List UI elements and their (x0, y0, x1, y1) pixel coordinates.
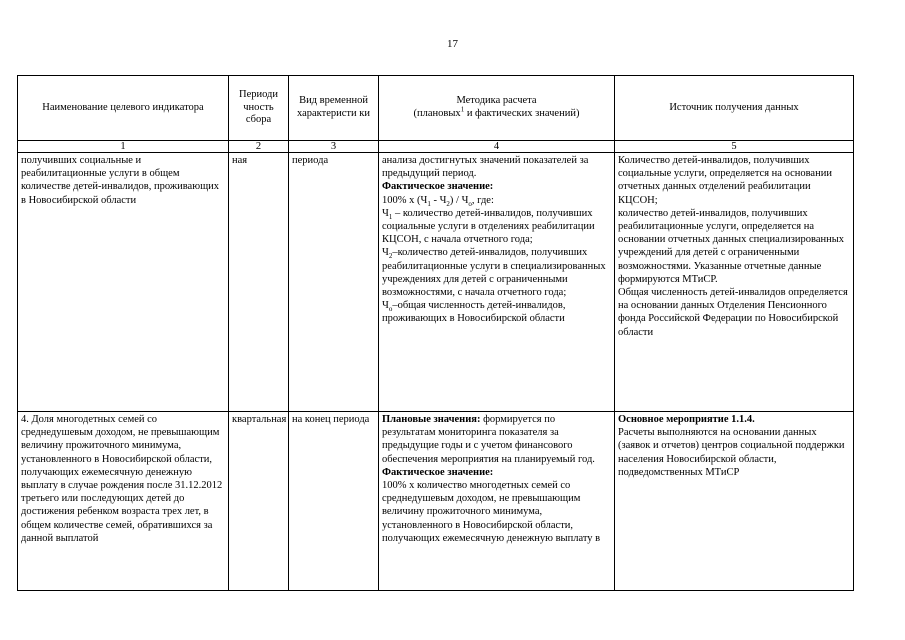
variable-ch2 (382, 246, 611, 299)
source-paragraph: Количество детей-инвалидов, получивших социальные услуги, определяется на основании отчетных данных отделений реабилитации КЦСОН; (618, 155, 832, 206)
formula-part: - Ч (430, 194, 447, 206)
header-method-line1: Методика расчета (456, 95, 537, 107)
indicator-cell: получивших социальные и реабилитационные услуги в общем количестве детей-инвалидов, проживающих в Новосибирской области (18, 153, 229, 412)
formula-sub: 1 (427, 199, 431, 208)
method-cell (379, 153, 615, 412)
plan-label: Плановые значения: (382, 414, 481, 425)
time-type-cell: на конец периода (289, 412, 379, 591)
fact-label: Фактическое значение: (382, 181, 494, 193)
var-text: –количество детей-инвалидов, получивших реабилитационные услуги в специализированных учреждениях для детей с ограниченными возможностями, с начала отчетного года; (382, 247, 606, 299)
method-cell (379, 412, 615, 591)
var-sub: 2 (388, 252, 393, 261)
method-intro: анализа достигнутых значений показателей за предыдущий период. (382, 155, 589, 180)
variable-ch1 (382, 207, 611, 247)
frequency-cell: квартальная (229, 412, 289, 591)
source-text: Расчеты выполняются на основании данных (заявок и отчетов) центров социальной поддержки населения Новосибирской области, подведомственных МТиСР (618, 427, 845, 478)
column-number: 3 (289, 141, 379, 153)
source-cell (615, 153, 854, 412)
fact-label: Фактическое значение: (382, 466, 494, 478)
plan-text: формируется по результатам мониторинга показателя за предыдущие годы и с учетом финансового обеспечения мероприятия на планируемый год. (382, 414, 595, 465)
var-sub: о (388, 305, 393, 314)
var-symbol: Ч (382, 247, 389, 259)
indicator-cell: 4. Доля многодетных семей со среднедушевым доходом, не превышающим величину прожиточного минимума, установленного в Новосибирской области, получающих ежемесячную денежную выплату в случае рождения после 31.12.2012 третьего или последующих детей до достижения ребенком возраста трех лет, в общем количестве семей, обратившихся за данной выплатой (18, 412, 229, 591)
table-row (18, 412, 854, 591)
header-method (379, 76, 615, 141)
frequency-cell: ная (229, 153, 289, 412)
table-row (18, 153, 854, 412)
var-symbol: Ч (382, 207, 389, 219)
source-label: Основное мероприятие 1.1.4. (618, 414, 755, 425)
header-indicator-name: Наименование целевого индикатора (18, 76, 229, 141)
formula (382, 194, 611, 207)
header-frequency: Периоди чность сбора (229, 76, 289, 141)
source-paragraph: количество детей-инвалидов, получивших реабилитационные услуги, определяется на основании отчетных данных специализированных учреждений для детей с ограниченными возможностями. Указанные отчетные данные формируются МТиСР. (618, 207, 845, 285)
page-number: 17 (447, 38, 458, 50)
fact-text: 100% х количество многодетных семей со среднедушевым доходом, не превышающим величину прожиточного минимума, установленного в Новосибирской области, получающих ежемесячную денежную выплату в (382, 480, 601, 544)
formula-part: ) / Ч (449, 194, 469, 206)
variable-cho (382, 299, 611, 325)
column-number-row (18, 141, 854, 153)
header-method-line2-post: и фактических значений) (464, 108, 580, 119)
column-number: 5 (615, 141, 854, 153)
time-type-cell: периода (289, 153, 379, 412)
formula-part: , где: (471, 194, 494, 206)
var-sub: 1 (388, 212, 393, 221)
var-symbol: Ч (382, 300, 389, 312)
column-number: 2 (229, 141, 289, 153)
formula-sub: 2 (446, 199, 450, 208)
indicator-table (17, 75, 854, 591)
var-text: –общая численность детей-инвалидов, проживающих в Новосибирской области (382, 300, 566, 325)
table-header-row (18, 76, 854, 141)
source-cell (615, 412, 854, 591)
formula-sub: о (468, 199, 472, 208)
column-number: 1 (18, 141, 229, 153)
source-paragraph: Общая численность детей-инвалидов определяется на основании данных Отделения Пенсионного фонда Российской Федерации по Новосибирской области (618, 287, 848, 338)
column-number: 4 (379, 141, 615, 153)
plan-paragraph (382, 413, 611, 466)
header-source: Источник получения данных (615, 76, 854, 141)
header-method-footnote: 1 (460, 105, 465, 114)
var-text: – количество детей-инвалидов, получивших социальные услуги в отделениях реабилитации КЦСОН, с начала отчетного года; (382, 207, 595, 246)
formula-part: 100% х (Ч (382, 194, 428, 206)
header-method-line2-pre: (плановых (413, 108, 461, 119)
header-time-type: Вид временной характеристи ки (289, 76, 379, 141)
